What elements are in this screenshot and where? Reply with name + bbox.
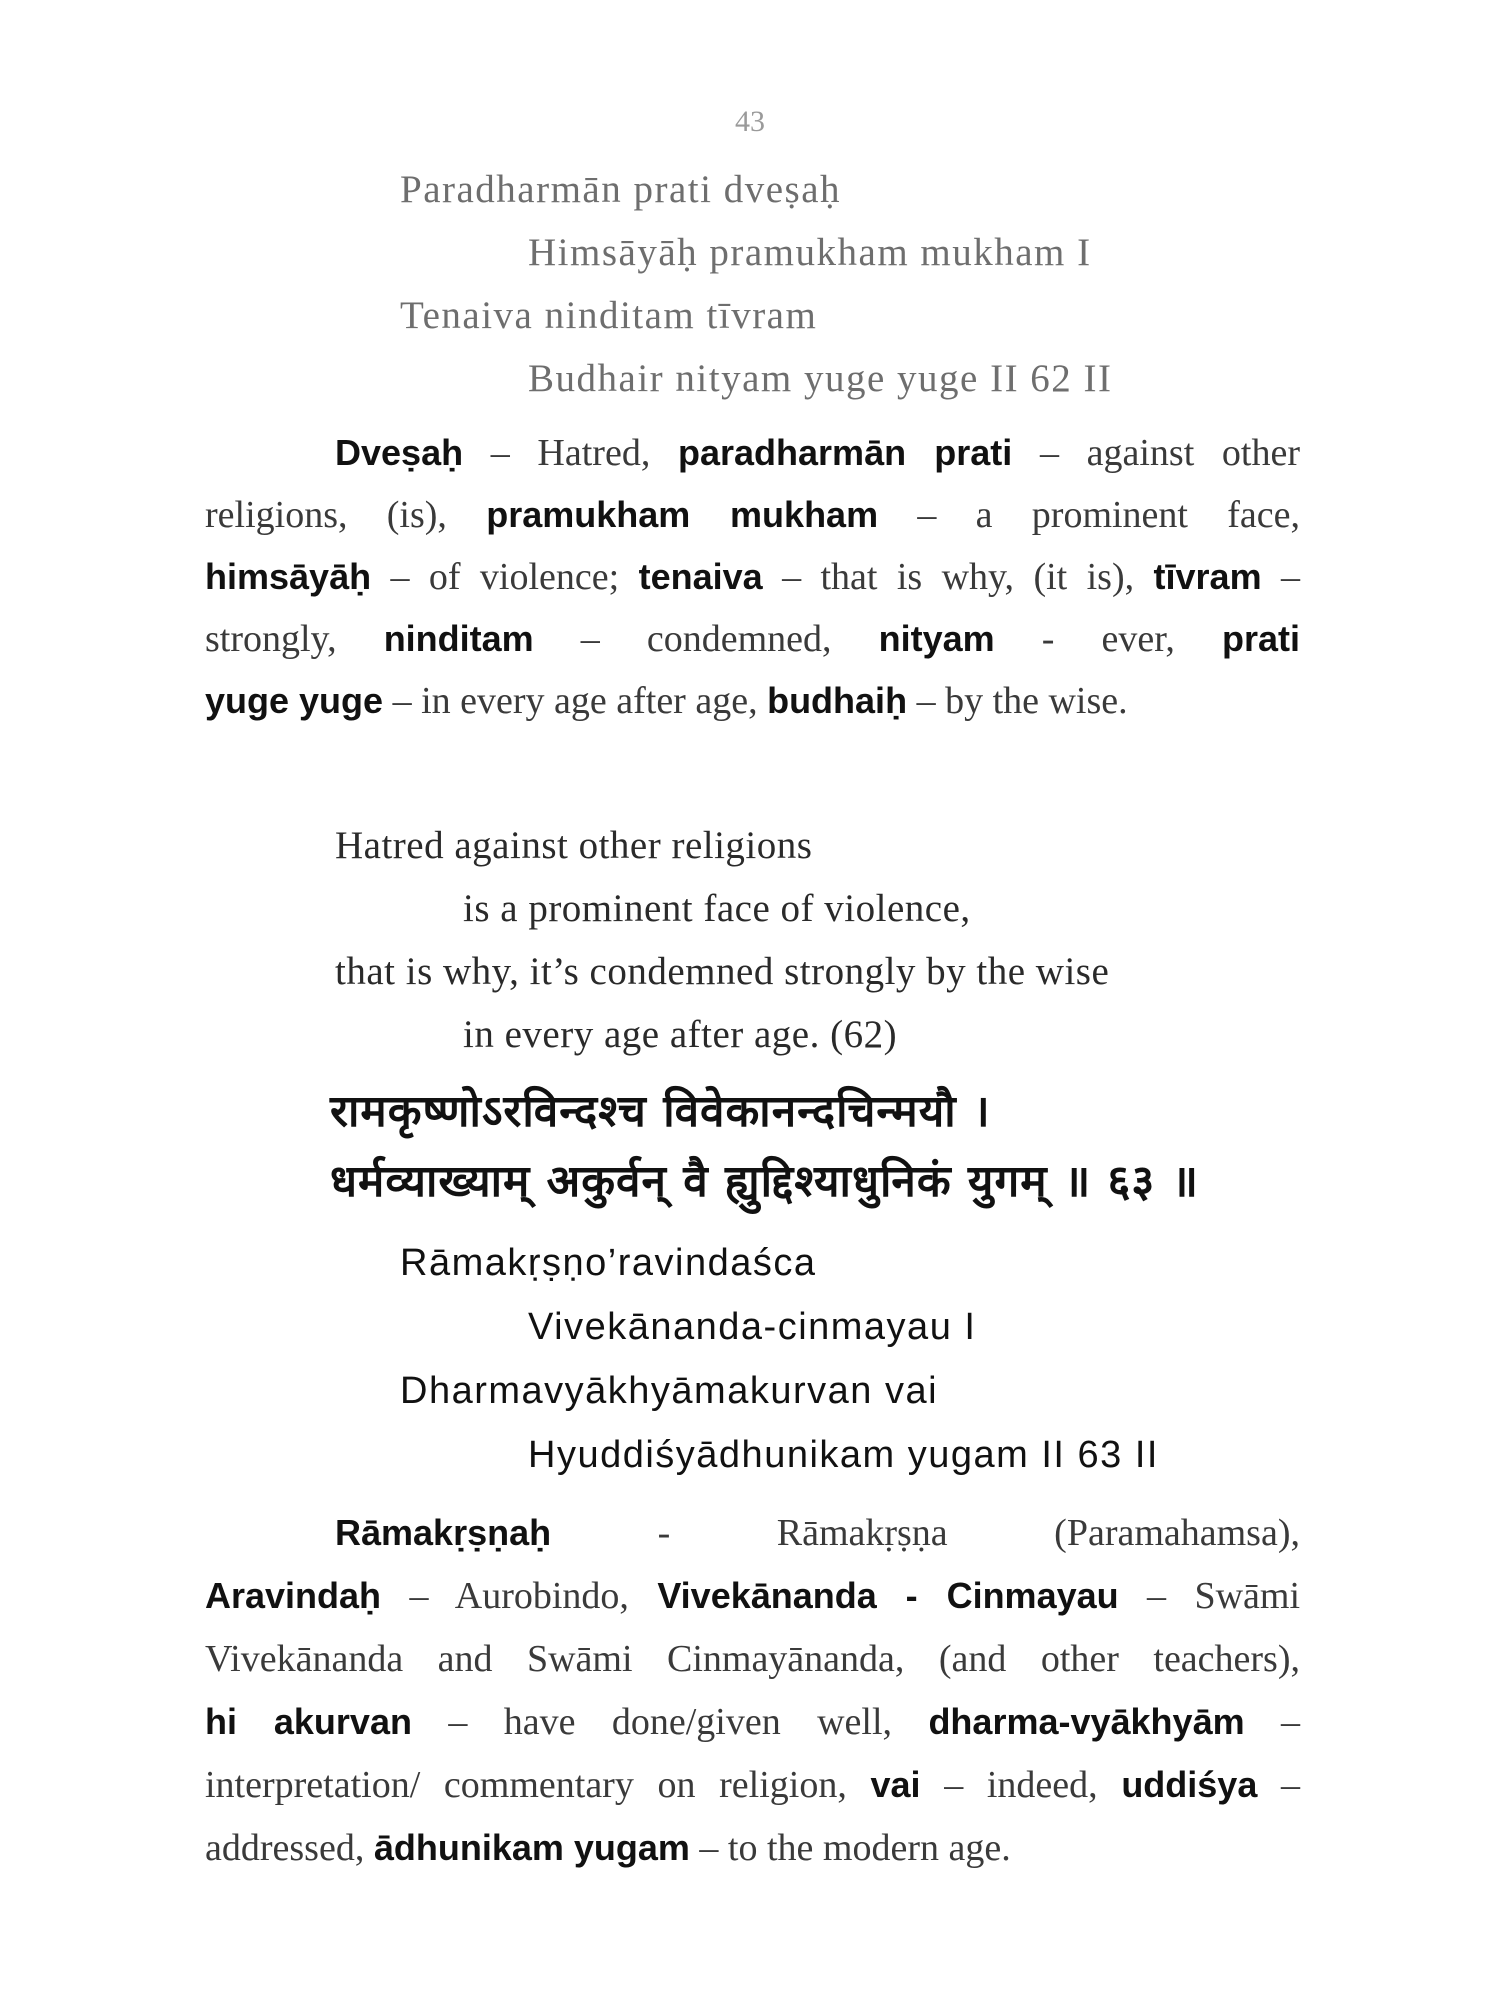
term: paradharmān prati <box>678 432 1013 473</box>
gloss-63-line <box>205 1640 1300 1678</box>
meaning: – to the modern age. <box>689 1827 1011 1869</box>
gloss-63-line <box>205 1766 1300 1804</box>
term: hi akurvan <box>205 1701 412 1742</box>
term: uddiśya <box>1121 1764 1258 1805</box>
term: ādhunikam yugam <box>373 1827 690 1868</box>
verse-63-line-1: Rāmakṛṣṇo’ravindaśca <box>400 1242 817 1284</box>
meaning: – against other <box>1012 432 1301 474</box>
verse-63-line-4: Hyuddiśyādhunikam yugam II 63 II <box>528 1434 1159 1476</box>
gloss-63-line <box>205 1703 1300 1741</box>
meaning: - ever, <box>994 618 1222 660</box>
meaning: – <box>1244 1701 1300 1743</box>
meaning: – of violence; <box>371 556 639 598</box>
meaning: interpretation/ commentary on religion, <box>205 1764 871 1806</box>
verse-62-line-2: Himsāyāḥ pramukham mukham I <box>528 231 1092 274</box>
meaning: – that is why, (it is), <box>762 556 1154 598</box>
verse-62-line-1: Paradharmān prati dveṣaḥ <box>400 168 842 211</box>
meaning: - Rāmakṛṣṇa (Paramahamsa), <box>551 1512 1300 1554</box>
meaning: – Aurobindo, <box>381 1575 658 1617</box>
term: yuge yuge <box>205 680 384 721</box>
translation-62-line-2: is a prominent face of violence, <box>463 887 971 930</box>
meaning: – have done/given well, <box>411 1701 929 1743</box>
meaning: – by the wise. <box>907 680 1128 722</box>
term: tenaiva <box>638 556 763 597</box>
meaning: – Hatred, <box>463 432 678 474</box>
meaning: strongly, <box>205 618 384 660</box>
verse-63-line-2: Vivekānanda-cinmayau I <box>528 1306 977 1348</box>
gloss-62-line <box>205 682 1300 720</box>
gloss-62-line <box>335 434 1300 472</box>
devanagari-line-1: रामकृष्णोऽरविन्दश्च विवेकानन्दचिन्मयौ । <box>330 1086 991 1137</box>
gloss-62-line <box>205 620 1300 658</box>
meaning: – Swāmi <box>1118 1575 1301 1617</box>
term: Aravindaḥ <box>205 1575 382 1616</box>
devanagari-line-2: धर्मव्याख्याम् अकुर्वन् वै ह्युद्दिश्याधुनिकं युगम् ॥ ६३ ॥ <box>330 1156 1199 1207</box>
meaning: – condemned, <box>533 618 879 660</box>
gloss-62-line <box>205 496 1300 534</box>
term: ninditam <box>383 618 534 659</box>
verse-63-line-3: Dharmavyākhyāmakurvan vai <box>400 1370 939 1412</box>
term: Dveṣaḥ <box>335 432 464 473</box>
meaning: religions, (is), <box>205 494 487 536</box>
term: himsāyāḥ <box>205 556 372 597</box>
term: nityam <box>878 618 995 659</box>
gloss-63-line <box>335 1514 1300 1552</box>
term: dharma-vyākhyām <box>928 1701 1245 1742</box>
translation-62-line-3: that is why, it’s condemned strongly by the wise <box>335 950 1110 993</box>
gloss-63-line <box>205 1577 1300 1615</box>
meaning: addressed, <box>205 1827 374 1869</box>
translation-62-line-1: Hatred against other religions <box>335 824 813 867</box>
meaning: – in every age after age, <box>383 680 768 722</box>
meaning: – indeed, <box>920 1764 1122 1806</box>
term: budhaiḥ <box>767 680 908 721</box>
verse-62-line-4: Budhair nityam yuge yuge II 62 II <box>528 357 1113 400</box>
term: prati <box>1221 618 1300 659</box>
meaning: – a prominent face, <box>878 494 1301 536</box>
gloss-62-line <box>205 558 1300 596</box>
meaning: – <box>1257 1764 1301 1806</box>
term: tīvram <box>1153 556 1262 597</box>
page-number: 43 <box>735 105 765 138</box>
meaning: – <box>1261 556 1300 598</box>
translation-62-line-4: in every age after age. (62) <box>463 1013 898 1056</box>
term: pramukham mukham <box>486 494 879 535</box>
term: vai <box>870 1764 921 1805</box>
term: Rāmakṛṣṇaḥ <box>335 1512 552 1553</box>
verse-62-line-3: Tenaiva ninditam tīvram <box>400 294 818 337</box>
term: Vivekānanda - Cinmayau <box>657 1575 1119 1616</box>
gloss-63-line <box>205 1829 1300 1867</box>
meaning: Vivekānanda and Swāmi Cinmayānanda, (and other teachers), <box>205 1638 1300 1680</box>
